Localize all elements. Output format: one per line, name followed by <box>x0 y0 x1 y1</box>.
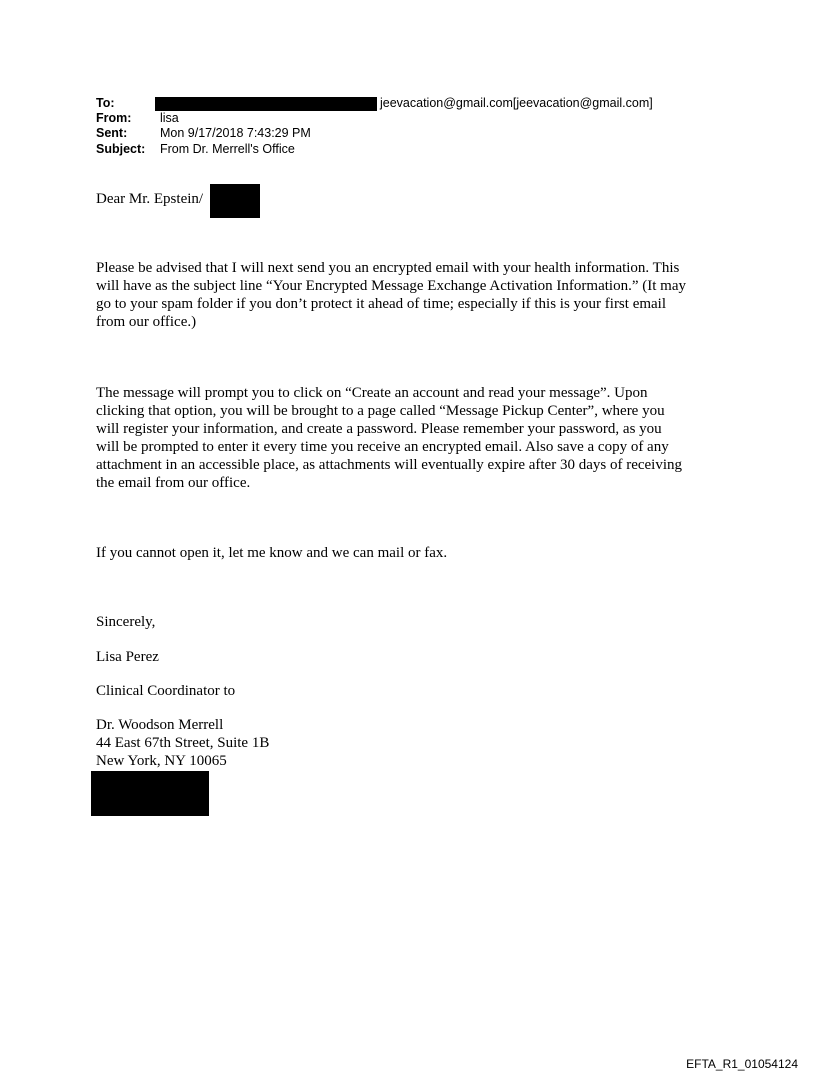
redaction-box-signature <box>91 771 209 816</box>
signer-title: Clinical Coordinator to <box>96 683 236 699</box>
signer-name: Lisa Perez <box>96 649 159 665</box>
subject-label: Subject: <box>96 142 146 156</box>
redaction-box-greeting <box>210 184 260 218</box>
sent-value: Mon 9/17/2018 7:43:29 PM <box>160 126 311 140</box>
paragraph-encrypted-email: Please be advised that I will next send you an encrypted email with your health information. This will have as the subject line “Your Encrypted Message Exchange Activation Information.” (It may go to your spam folder if you don’t protect it ahead of time; especially if this is your first email from our office.) <box>96 260 686 330</box>
subject-value: From Dr. Merrell's Office <box>160 142 295 156</box>
closing: Sincerely, <box>96 614 156 630</box>
doctor-name: Dr. Woodson Merrell <box>96 717 224 733</box>
from-value: lisa <box>160 111 179 125</box>
to-value: jeevacation@gmail.com[jeevacation@gmail.com] <box>380 96 653 110</box>
paragraph-instructions: The message will prompt you to click on “Create an account and read your message”. Upon clicking that option, you will be brought to a page called “Message Pickup Center”, where you will register your information, and create a password. Please remember your password, as you will be prompted to enter it every time you receive an encrypted email. Also save a copy of any attachment in an accessible place, as attachments will eventually expire after 30 days of receiving the email from our office. <box>96 385 683 491</box>
document-id: EFTA_R1_01054124 <box>686 1057 798 1071</box>
paragraph-mail-or-fax: If you cannot open it, let me know and we can mail or fax. <box>96 545 448 561</box>
greeting: Dear Mr. Epstein/ <box>96 191 204 207</box>
redaction-box-to <box>155 97 377 111</box>
address-line-1: 44 East 67th Street, Suite 1B <box>96 735 270 751</box>
sent-label: Sent: <box>96 126 128 140</box>
to-label: To: <box>96 96 115 110</box>
from-label: From: <box>96 111 132 125</box>
address-line-2: New York, NY 10065 <box>96 753 227 769</box>
